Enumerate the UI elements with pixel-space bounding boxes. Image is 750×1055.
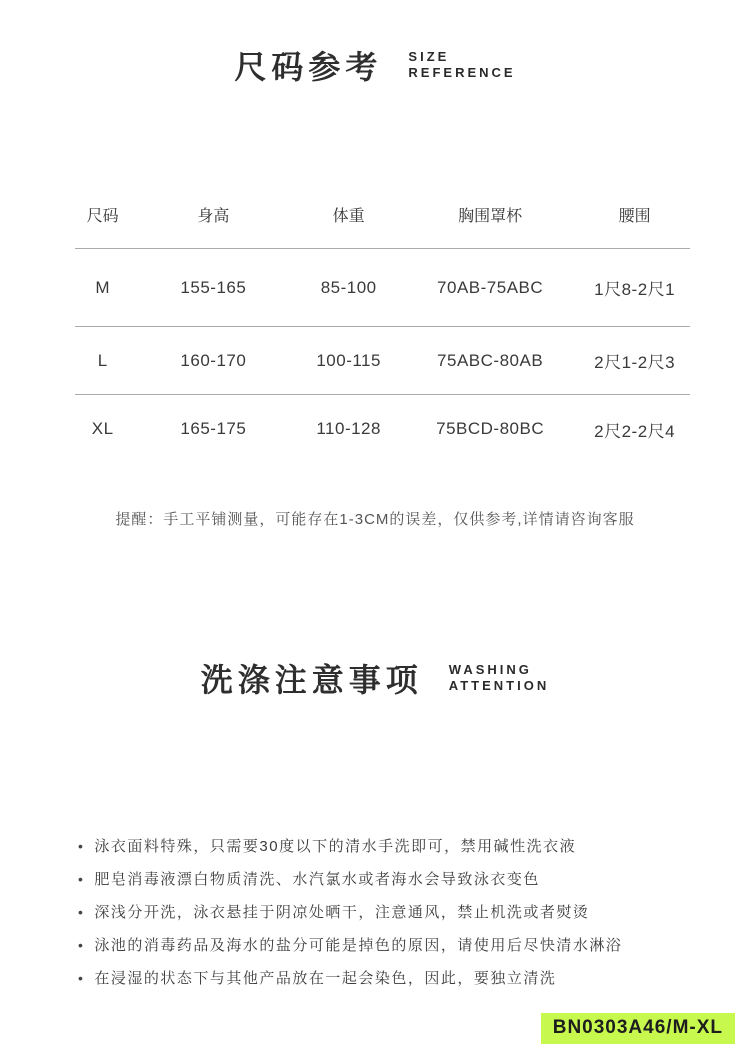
size-reference-title-en-line2: REFERENCE: [408, 65, 516, 80]
size-reference-title: [0, 42, 750, 88]
washing-attention-title-en-line1: WASHING: [448, 662, 532, 677]
bullet-icon: [78, 902, 84, 923]
washing-instructions-list: [78, 836, 720, 1001]
bullet-icon: [78, 935, 84, 956]
cell-waist: 2尺1-2尺3: [594, 353, 676, 372]
size-reference-title-cn: 尺码参考: [234, 49, 383, 85]
size-reference-title-en-line1: SIZE: [408, 49, 450, 64]
table-row-m: [75, 249, 690, 327]
cell-waist: 1尺8-2尺1: [594, 280, 676, 299]
size-table-header-row: [75, 180, 690, 249]
cell-bust-cup: 75ABC-80AB: [437, 350, 544, 370]
list-item-text: 在浸湿的状态下与其他产品放在一起会染色，因此，要独立清洗: [94, 970, 557, 987]
bullet-icon: [78, 968, 84, 989]
cell-bust-cup: 75BCD-80BC: [436, 419, 545, 438]
cell-waist: 2尺2-2尺4: [594, 421, 676, 441]
cell-weight: 100-115: [316, 350, 381, 370]
column-header-height: 身高: [197, 207, 230, 225]
list-item: [78, 869, 720, 890]
column-header-bust-cup: 胸围罩杯: [458, 207, 523, 225]
bullet-icon: [78, 836, 84, 857]
washing-attention-title-en: [449, 662, 549, 694]
cell-size: XL: [91, 419, 114, 438]
cell-height: 160-170: [180, 350, 247, 370]
bullet-icon: [78, 869, 84, 890]
size-reference-title-en: [408, 49, 515, 81]
size-table: [75, 180, 690, 463]
washing-attention-title-en-line2: ATTENTION: [448, 678, 550, 693]
list-item-text: 深浅分开洗，泳衣悬挂于阴凉处晒干，注意通风，禁止机洗或者熨烫: [94, 904, 590, 921]
cell-height: 165-175: [180, 419, 247, 438]
product-code-badge: BN0303A46/M-XL: [541, 1013, 735, 1044]
table-row-xl: [75, 395, 690, 463]
cell-weight: 85-100: [320, 277, 377, 297]
list-item-text: 泳池的消毒药品及海水的盐分可能是掉色的原因，请使用后尽快清水淋浴: [94, 937, 623, 954]
column-header-size: 尺码: [86, 207, 119, 225]
measurement-note: 提醒：手工平铺测量，可能存在1-3CM的误差，仅供参考,详情请咨询客服: [115, 511, 635, 528]
list-item-text: 泳衣面料特殊，只需要30度以下的清水手洗即可，禁用碱性洗衣液: [94, 838, 577, 855]
cell-weight: 110-128: [316, 419, 381, 438]
list-item: [78, 836, 720, 857]
table-row-l: [75, 327, 690, 395]
list-item: [78, 935, 720, 956]
washing-attention-title: [0, 655, 750, 701]
list-item: [78, 968, 720, 989]
list-item-text: 肥皂消毒液漂白物质清洗、水汽氯水或者海水会导致泳衣变色: [94, 871, 540, 888]
list-item: [78, 902, 720, 923]
column-header-weight: 体重: [332, 207, 365, 225]
cell-height: 155-165: [180, 277, 247, 297]
cell-bust-cup: 70AB-75ABC: [437, 277, 544, 297]
cell-size: L: [97, 350, 108, 370]
column-header-waist: 腰围: [618, 207, 651, 225]
washing-attention-title-cn: 洗涤注意事项: [200, 662, 423, 698]
cell-size: M: [95, 277, 110, 297]
